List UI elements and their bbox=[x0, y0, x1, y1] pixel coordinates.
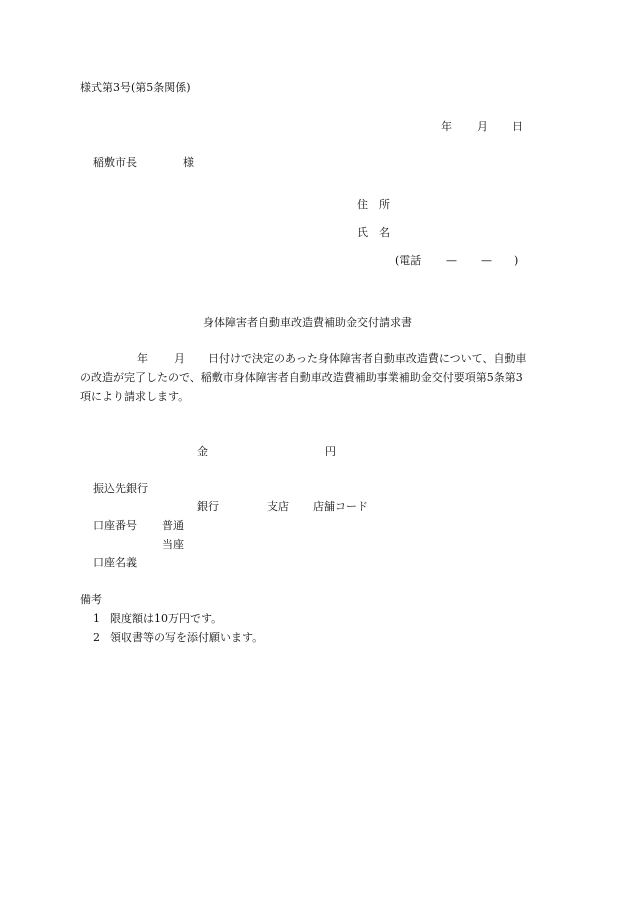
transfer-bank-label: 振込先銀行 bbox=[93, 482, 148, 495]
body-line-1 bbox=[80, 349, 550, 368]
account-number-label: 口座番号 bbox=[93, 519, 137, 532]
body-month: 月 bbox=[174, 352, 185, 365]
date-month: 月 bbox=[477, 120, 488, 133]
addressee-name: 稲敷市長 bbox=[93, 156, 137, 169]
remarks-heading: 備考 bbox=[80, 593, 102, 606]
phone-open: (電話 bbox=[395, 254, 422, 267]
remark-1-text: 限度額は10万円です。 bbox=[110, 612, 223, 625]
address-label: 住 所 bbox=[357, 198, 390, 211]
body-line-3: 項により請求します。 bbox=[80, 390, 190, 403]
phone-close: ) bbox=[514, 254, 519, 267]
remark-1-number: 1 bbox=[93, 612, 100, 625]
remark-2-text: 領収書等の写を添付願います。 bbox=[110, 631, 264, 644]
branch-code-label: 店舗コード bbox=[313, 500, 368, 513]
remark-2-number: 2 bbox=[93, 631, 100, 644]
amount-label: 金 bbox=[197, 445, 208, 458]
phone-dash-1: — bbox=[446, 254, 457, 267]
ordinary-account: 普通 bbox=[162, 519, 184, 532]
account-name-label: 口座名義 bbox=[93, 556, 137, 569]
addressee-honorific: 様 bbox=[183, 156, 194, 169]
body-line-1-rest: 日付けで決定のあった身体障害者自動車改造費について、自動車 bbox=[208, 352, 527, 365]
document-title: 身体障害者自動車改造費補助金交付請求書 bbox=[203, 316, 412, 329]
bank-label: 銀行 bbox=[197, 500, 219, 513]
current-account: 当座 bbox=[162, 538, 184, 551]
body-line-2: の改造が完了したので、稲敷市身体障害者自動車改造費補助事業補助金交付要項第5条第3 bbox=[80, 371, 523, 384]
body-year: 年 bbox=[137, 352, 148, 365]
form-number: 様式第3号(第5条関係) bbox=[80, 81, 191, 94]
date-day: 日 bbox=[512, 120, 523, 133]
request-body bbox=[80, 349, 550, 406]
branch-label: 支店 bbox=[267, 500, 289, 513]
amount-unit: 円 bbox=[325, 445, 336, 458]
phone-dash-2: — bbox=[481, 254, 492, 267]
name-label: 氏 名 bbox=[357, 226, 390, 239]
date-year: 年 bbox=[441, 120, 452, 133]
